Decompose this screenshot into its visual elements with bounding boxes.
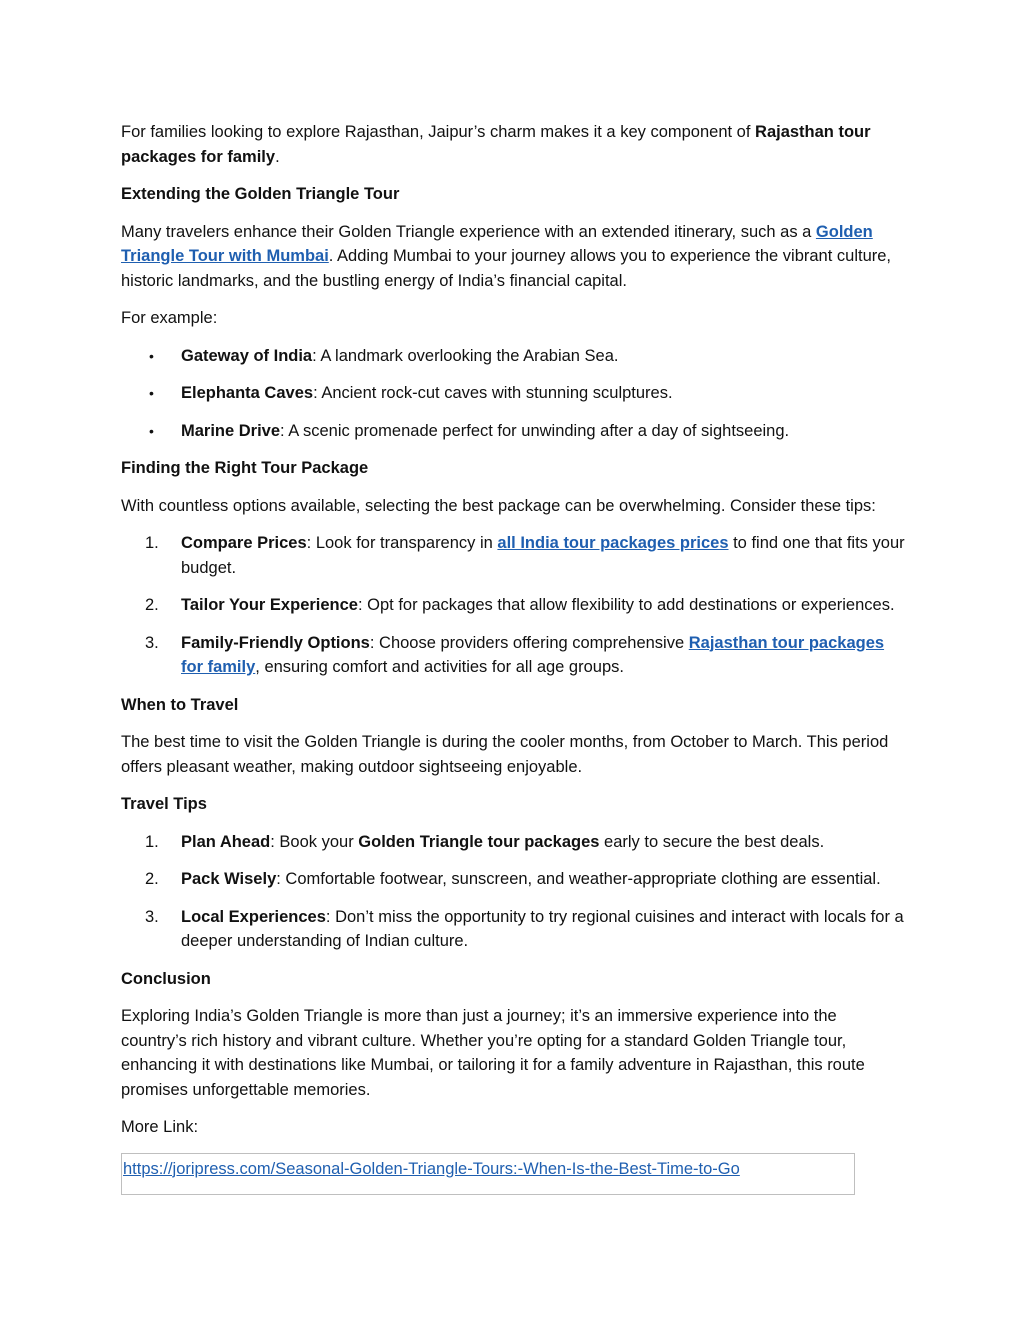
intro-period: . (275, 147, 280, 166)
list-number: 3. (145, 907, 159, 926)
bullet-term: Elephanta Caves (181, 384, 314, 402)
list-item (121, 381, 905, 406)
intro-bold-phrase: Rajasthan tour packages for family (121, 123, 871, 166)
bullet-term: Gateway of India (181, 346, 313, 365)
more-link-box (121, 1153, 855, 1195)
finding-numbered-list (121, 531, 905, 680)
finding-intro: With countless options available, selecting the best package can be overwhelming. Consider these tips: (121, 496, 876, 515)
item-term: Pack Wisely (181, 870, 277, 888)
item-text: : Comfortable footwear, sunscreen, and weather-appropriate clothing are essential. (276, 870, 881, 888)
item-term: Compare Prices (181, 534, 307, 552)
item-bold-phrase: Golden Triangle tour packages (358, 832, 600, 851)
extending-text: Many travelers enhance their Golden Triangle experience with an extended itinerary, such as a (121, 222, 816, 241)
list-item (121, 830, 905, 855)
bullet-marker: • (149, 422, 154, 439)
list-item (121, 531, 905, 580)
heading-conclusion: Conclusion (121, 969, 211, 988)
heading-when: When to Travel (121, 695, 239, 714)
conclusion-paragraph: Exploring India’s Golden Triangle is more than just a journey; it’s an immersive experience into the country’s rich history and vibrant culture. Whether you’re opting for a standard Golden Triangle tour, enhancing it with destinations like Mumbai, or tailoring it for a family adventure in Rajasthan, this route promises unforgettable memories. (121, 1007, 865, 1099)
item-text-after: early to secure the best deals. (599, 832, 825, 851)
item-text: : Choose providers offering comprehensive (369, 633, 689, 652)
bullet-term: Marine Drive (181, 421, 281, 440)
intro-text: For families looking to explore Rajasthan, Jaipur’s charm makes it a key component of (121, 123, 756, 141)
list-item (121, 631, 905, 680)
intro-paragraph (121, 120, 905, 169)
bullet-desc: : Ancient rock-cut caves with stunning sculptures. (313, 384, 673, 402)
bullet-marker: • (149, 385, 154, 401)
list-number: 1. (145, 534, 159, 552)
document-body (121, 120, 905, 1195)
list-item (121, 867, 905, 892)
item-text: : Book your (270, 832, 359, 851)
list-item (121, 593, 905, 618)
all-india-prices-link[interactable]: all India tour packages prices (497, 534, 729, 552)
list-number: 2. (145, 870, 159, 888)
when-paragraph: The best time to visit the Golden Triangle is during the cooler months, from October to March. This period offers pleasant weather, making outdoor sightseeing enjoyable. (121, 733, 889, 776)
bullet-marker: • (149, 347, 154, 364)
heading-tips: Travel Tips (121, 795, 207, 813)
item-term: Plan Ahead (181, 832, 271, 851)
item-term: Tailor Your Experience (181, 596, 358, 614)
extending-paragraph (121, 220, 905, 294)
bullet-desc: : A landmark overlooking the Arabian Sea. (312, 346, 619, 365)
list-number: 1. (145, 832, 159, 851)
list-number: 2. (145, 596, 159, 614)
heading-extending: Extending the Golden Triangle Tour (121, 185, 400, 203)
item-text-after: , ensuring comfort and activities for all age groups. (255, 658, 624, 676)
rajasthan-family-link[interactable]: Rajasthan tour packages for family (181, 633, 885, 676)
golden-triangle-mumbai-link[interactable]: Golden Triangle Tour with Mumbai (121, 222, 873, 265)
list-item (121, 905, 905, 954)
more-link-url[interactable]: https://joripress.com/Seasonal-Golden-Triangle-Tours:-When-Is-the-Best-Time-to-Go (123, 1159, 740, 1178)
example-bullet-list (121, 344, 905, 444)
tips-numbered-list (121, 830, 905, 954)
item-term: Local Experiences (181, 907, 326, 926)
item-term: Family-Friendly Options (181, 633, 370, 652)
list-item (121, 344, 905, 369)
list-number: 3. (145, 633, 159, 652)
item-text: : Opt for packages that allow flexibility to add destinations or experiences. (357, 596, 895, 614)
extending-text-after: . Adding Mumbai to your journey allows you to experience the vibrant culture, historic landmarks, and the bustling energy of India’s financial capital. (121, 247, 892, 290)
list-item (121, 419, 905, 444)
more-link-label: More Link: (121, 1118, 199, 1136)
example-label: For example: (121, 309, 218, 327)
item-text: : Look for transparency in (306, 534, 498, 552)
heading-finding: Finding the Right Tour Package (121, 459, 369, 477)
item-text-after: to find one that fits your budget. (181, 534, 905, 577)
item-text: : Don’t miss the opportunity to try regional cuisines and interact with locals for a deeper understanding of Indian culture. (181, 907, 904, 950)
bullet-desc: : A scenic promenade perfect for unwinding after a day of sightseeing. (280, 421, 790, 440)
